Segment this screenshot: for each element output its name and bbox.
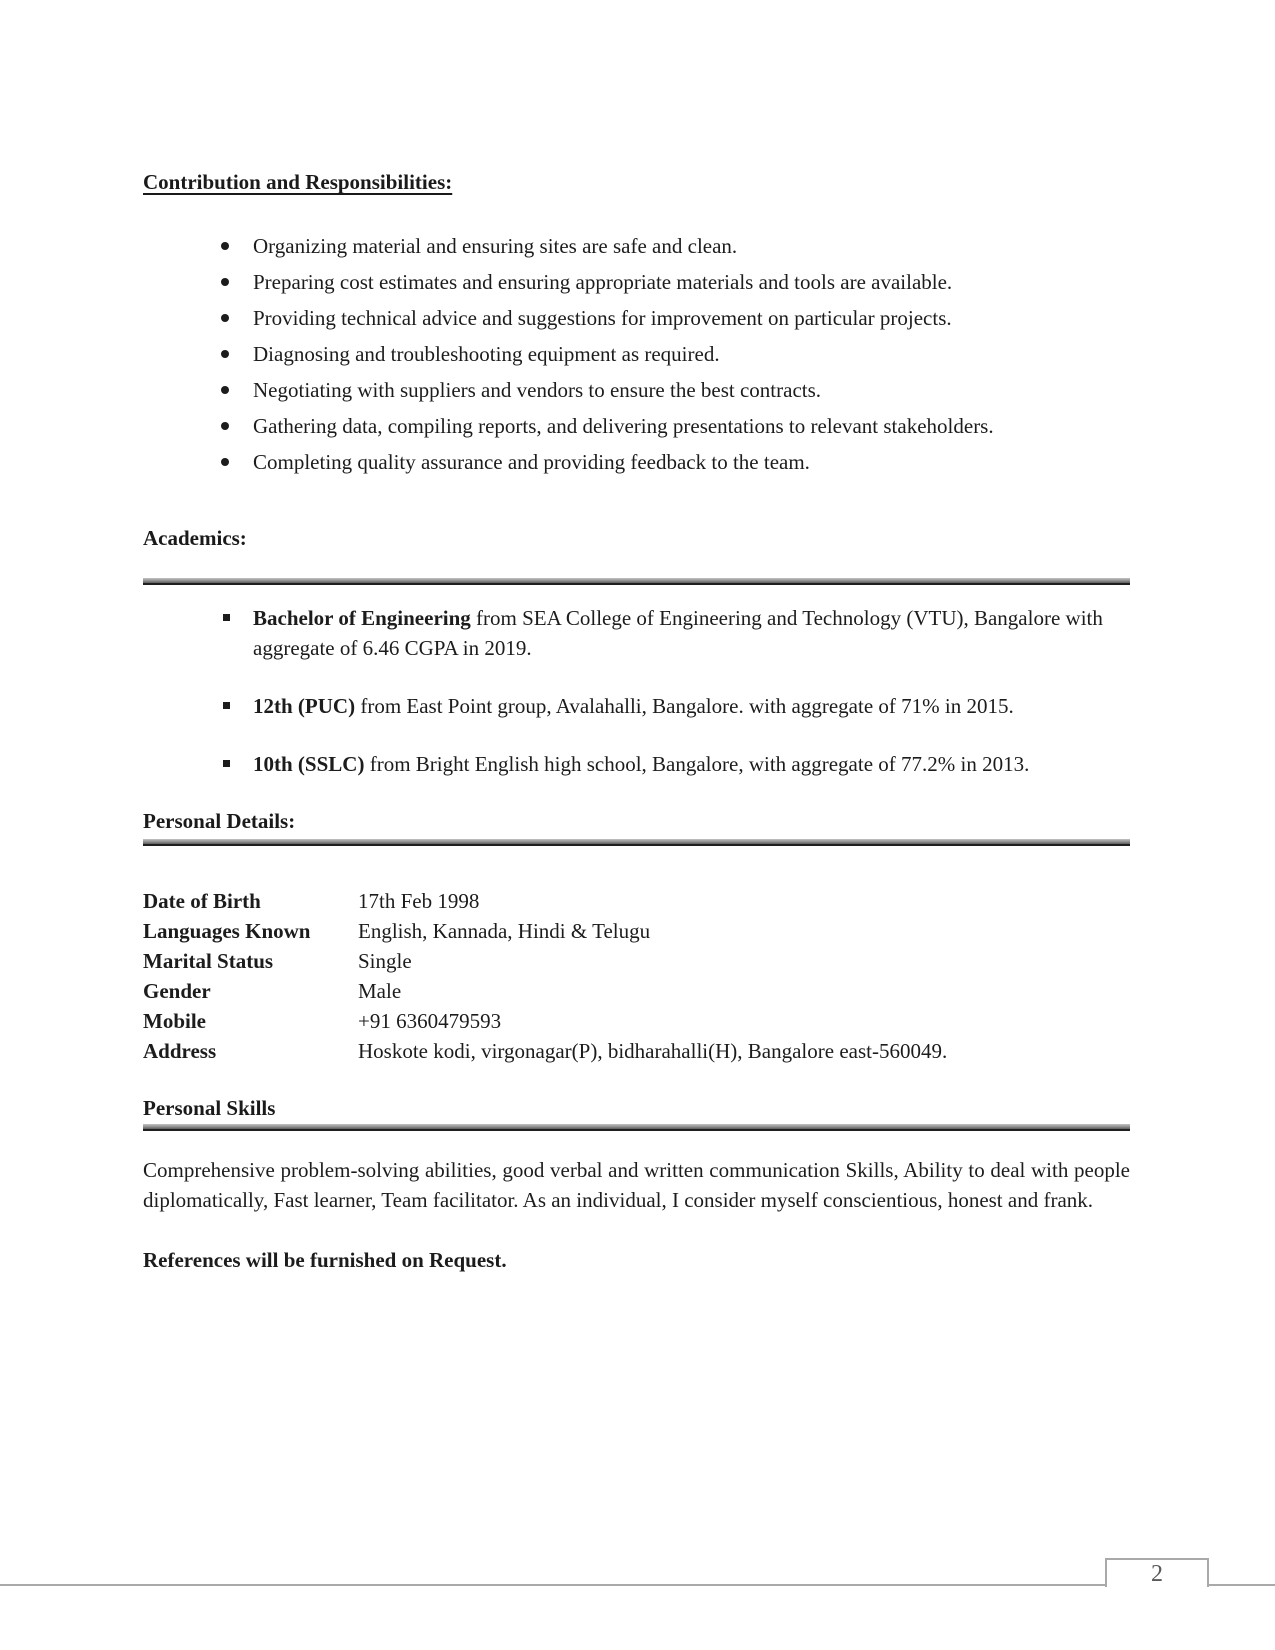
academics-list (143, 603, 1130, 779)
detail-label: Gender (143, 979, 211, 1003)
page-number-box (1105, 1558, 1209, 1587)
personal-details-divider (143, 839, 1130, 846)
list-item: Providing technical advice and suggestions for improvement on particular projects. (143, 304, 1130, 332)
list-item (143, 691, 1130, 721)
list-item (143, 603, 1130, 663)
list-item: Gathering data, compiling reports, and delivering presentations to relevant stakeholders. (143, 412, 1130, 440)
references-statement: References will be furnished on Request. (143, 1248, 507, 1272)
table-row (143, 976, 1130, 1006)
page-content (143, 0, 1130, 1275)
table-row (143, 946, 1130, 976)
page-number: 2 (1151, 1560, 1163, 1587)
personal-details-heading: Personal Details: (143, 809, 296, 833)
table-row (143, 1036, 1130, 1066)
detail-label: Marital Status (143, 949, 274, 973)
detail-label: Address (143, 1039, 217, 1063)
personal-details-table (143, 886, 1130, 1066)
degree-title: 12th (PUC) (253, 694, 356, 718)
responsibilities-list (143, 232, 1130, 476)
detail-value: Male (358, 979, 402, 1003)
academics-heading: Academics: (143, 526, 247, 550)
detail-label: Mobile (143, 1009, 206, 1033)
list-item: Diagnosing and troubleshooting equipment as required. (143, 340, 1130, 368)
detail-value: Single (358, 949, 412, 973)
table-row (143, 916, 1130, 946)
list-item: Organizing material and ensuring sites are safe and clean. (143, 232, 1130, 260)
degree-detail: from Bright English high school, Bangalore, with aggregate of 77.2% in 2013. (364, 752, 1030, 776)
detail-label: Languages Known (143, 919, 311, 943)
personal-skills-divider (143, 1124, 1130, 1131)
detail-value: Hoskote kodi, virgonagar(P), bidharahalli(H), Bangalore east-560049. (358, 1039, 948, 1063)
table-row (143, 1006, 1130, 1036)
footer-rule (0, 1584, 1275, 1586)
personal-skills-paragraph: Comprehensive problem-solving abilities, good verbal and written communication Skills, Ability to deal with people diplomatically, Fast learner, Team facilitator. As an individual, I consider myself conscientious, honest and frank. (143, 1158, 1130, 1212)
table-row (143, 886, 1130, 916)
degree-title: 10th (SSLC) (253, 752, 365, 776)
academics-divider (143, 578, 1130, 585)
list-item (143, 749, 1130, 779)
detail-label: Date of Birth (143, 889, 261, 913)
degree-detail: from East Point group, Avalahalli, Bangalore. with aggregate of 71% in 2015. (355, 694, 1014, 718)
detail-value: English, Kannada, Hindi & Telugu (358, 919, 651, 943)
degree-detail: from SEA College of Engineering and Technology (VTU), Bangalore with aggregate of 6.46 CGPA in 2019. (253, 606, 1103, 660)
personal-skills-heading: Personal Skills (143, 1096, 276, 1120)
detail-value: +91 6360479593 (358, 1009, 502, 1033)
list-item: Preparing cost estimates and ensuring appropriate materials and tools are available. (143, 268, 1130, 296)
degree-title: Bachelor of Engineering (253, 606, 471, 630)
list-item: Negotiating with suppliers and vendors to ensure the best contracts. (143, 376, 1130, 404)
list-item: Completing quality assurance and providing feedback to the team. (143, 448, 1130, 476)
responsibilities-heading: Contribution and Responsibilities: (143, 170, 453, 194)
detail-value: 17th Feb 1998 (358, 889, 480, 913)
